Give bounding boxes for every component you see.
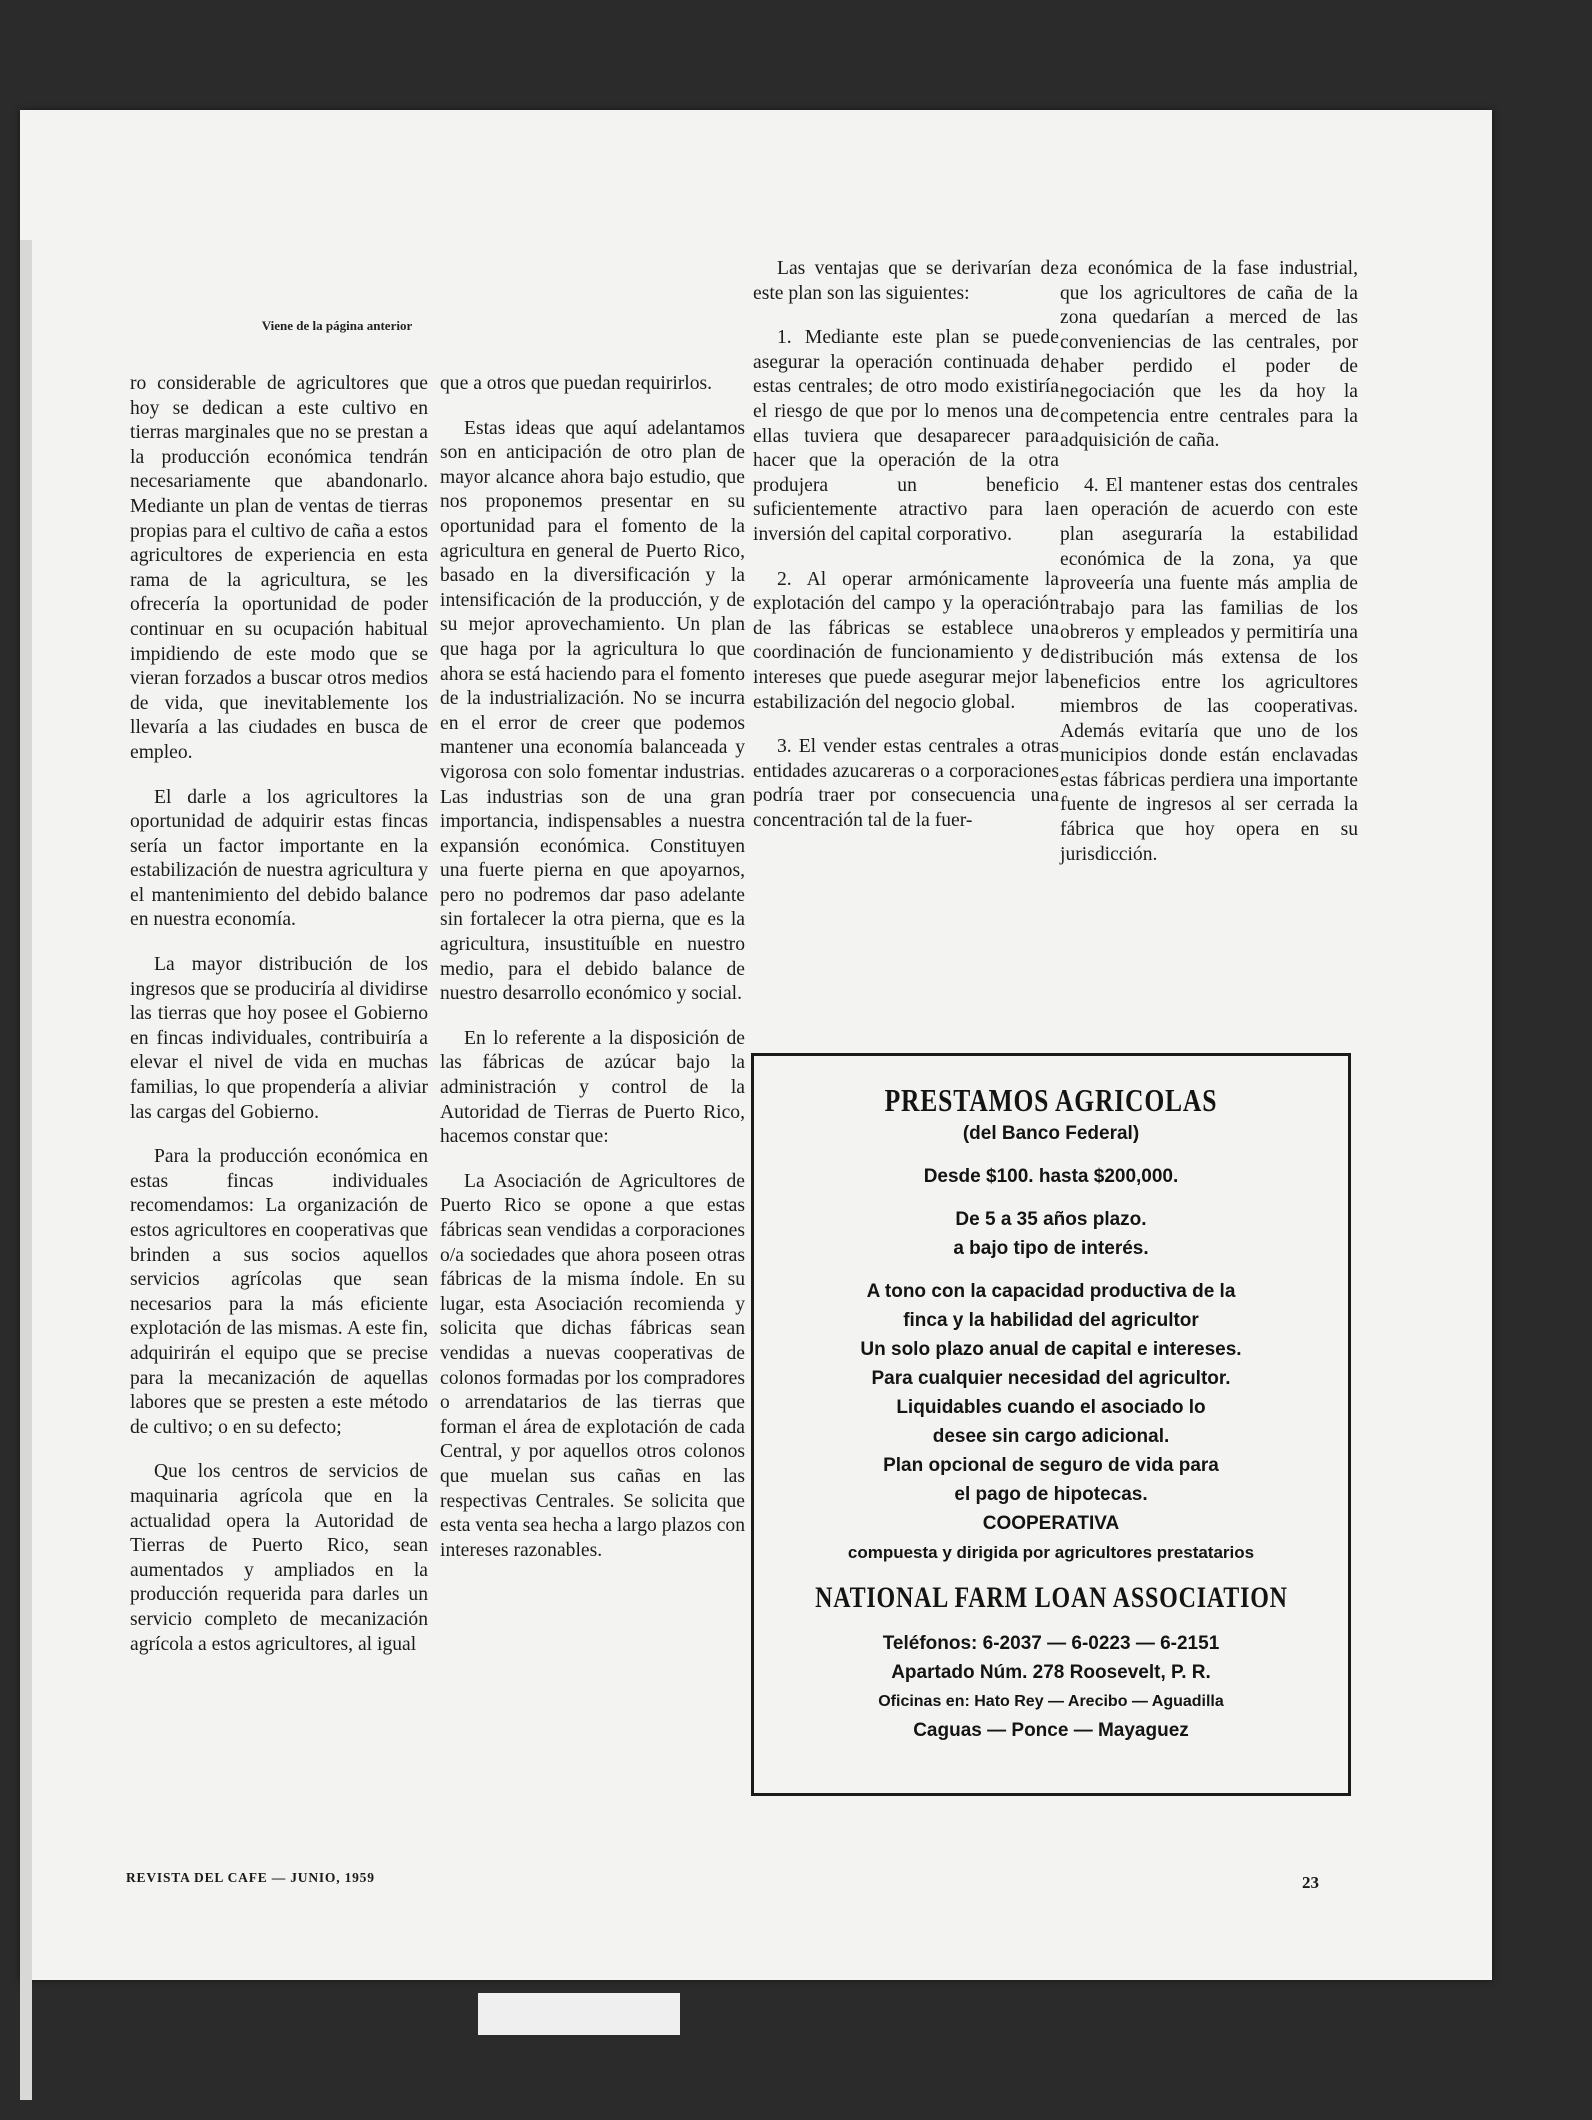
page-number: 23 [1302, 1873, 1319, 1892]
ad-coop-description: compuesta y dirigida por agricultores prestatarios [847, 1543, 1255, 1562]
ad-feature: A tono con la capacidad productiva de la [866, 1281, 1236, 1302]
text-column-1 [130, 372, 428, 1677]
ad-title: PRESTAMOS AGRICOLAS [884, 1082, 1218, 1118]
paragraph: El darle a los agricultores la oportunidad de adquirir estas fincas sería un factor importante en la estabilización de nuestra agricultura y el mantenimiento del debido balance en nuestra economía. [130, 786, 428, 931]
ad-feature: Plan opcional de seguro de vida para [883, 1455, 1219, 1476]
paragraph: 2. Al operar armónicamente la explotación del campo y la operación de las fábricas se establece una coordinación de funcionamiento y de intereses que puede asegurar mejor la estabilización del negocio global. [753, 568, 1059, 713]
text-column-4 [1060, 257, 1358, 887]
paragraph: Estas ideas que aquí adelantamos son en anticipación de otro plan de mayor alcance ahora bajo estudio, que nos proponemos presentar en su oportunidad para el fomento de la agricultura en general de Puerto Rico, basado en la diversificación y la intensificación de la producción, y de su mejor aprovechamiento. Un plan que haga por la agricultura lo que ahora se está haciendo para el fomento de la industrialización. No se incurra en el error de creer que podemos mantener una economía balanceada y vigorosa con solo fomentar industrias. Las industrias son de una gran importancia, indispensables a nuestra expansión económica. Constituyen una fuerte pierna en que apoyarnos, pero no podremos dar paso adelante sin fortalecer la otra pierna, que es la agricultura, insustituíble en nuestro medio, para el debido balance de nuestro desarrollo económico y social. [440, 417, 745, 1005]
ad-offices: Oficinas en: Hato Rey — Arecibo — Aguadilla [878, 1693, 1224, 1710]
paragraph: En lo referente a la disposición de las fábricas de azúcar bajo la administración y control de la Autoridad de Tierras de Puerto Rico, hacemos constar que: [440, 1027, 745, 1148]
publication-footer: REVISTA DEL CAFE — JUNIO, 1959 [126, 1870, 375, 1885]
continued-from-label: Viene de la página anterior [261, 318, 413, 333]
text-column-3 [753, 257, 1059, 853]
paragraph: za económica de la fase industrial, que los agricultores de caña de la zona quedarían a merced de las conveniencias de las centrales, por haber perdido el poder de negociación que les da hoy la competencia entre centrales para la adquisición de caña. [1060, 258, 1358, 452]
paragraph: Para la producción económica en estas fincas individuales recomendamos: La organización de estos agricultores en cooperativas que brinden a sus socios aquellos servicios agrícolas que sean necesarios para la más eficiente explotación de las mismas. A este fin, adquirirán el equipo que se precise para la mecanización de aquellas labores que se presten a este método de cultivo; o en su defecto; [130, 1146, 428, 1438]
paragraph: que a otros que puedan requirirlos. [440, 373, 713, 394]
ad-phones: Teléfonos: 6-2037 — 6-0223 — 6-2151 [882, 1633, 1220, 1654]
paragraph: 1. Mediante este plan se puede asegurar la operación continuada de estas centrales; de otro modo existiría el riesgo de que por lo menos una de ellas tuviera que desaparecer para hacer que la operación de la otra produjera un beneficio suficientemente atractivo para la inversión del capital corporativo. [753, 327, 1059, 545]
ad-feature: Liquidables cuando el asociado lo [896, 1397, 1206, 1418]
ad-feature: el pago de hipotecas. [954, 1484, 1148, 1505]
ad-term: De 5 a 35 años plazo. [955, 1209, 1147, 1230]
paragraph: Que los centros de servicios de maquinaria agrícola que en la actualidad opera la Autoridad de Tierras de Puerto Rico, sean aumentados y ampliados en la producción requerida para darles un servicio completo de mecanización agrícola a estos agricultores, al igual [130, 1461, 428, 1655]
paragraph: 4. El mantener estas dos centrales en operación de acuerdo con este plan aseguraría la estabilidad económica de la zona, ya que proveería una fuente más amplia de trabajo para las familias de los obreros y empleados y permitiría una distribución más extensa de los beneficios entre los agricultores miembros de las cooperativas. Además evitaría que uno de los municipios donde están enclavadas estas fábricas perdiera una importante fuente de ingresos al ser cerrada la fábrica que hoy opera en su jurisdicción. [1060, 474, 1358, 865]
page-spine [20, 240, 32, 2100]
ad-feature: Un solo plazo anual de capital e intereses. [860, 1339, 1242, 1360]
ad-association-name: NATIONAL FARM LOAN ASSOCIATION [814, 1581, 1288, 1614]
ad-feature: finca y la habilidad del agricultor [903, 1310, 1199, 1331]
scan-label-strip [478, 1993, 680, 2035]
magazine-page [20, 110, 1492, 1980]
paragraph: 3. El vender estas centrales a otras entidades azucareras o a corporaciones podría traer por consecuencia una concentración tal de la fuer- [753, 736, 1059, 831]
text-column-2 [440, 372, 745, 1583]
paragraph: Las ventajas que se derivarían de este plan son las siguientes: [753, 258, 1059, 304]
paragraph: La mayor distribución de los ingresos que se produciría al dividirse las tierras que hoy posee el Gobierno en fincas individuales, contribuiría a elevar el nivel de vida en muchas familias, lo que propendería a aliviar las cargas del Gobierno. [130, 954, 428, 1123]
ad-subtitle: (del Banco Federal) [962, 1123, 1140, 1144]
loan-advertisement [751, 1053, 1351, 1796]
ad-offices: Caguas — Ponce — Mayaguez [913, 1720, 1189, 1741]
ad-amount: Desde $100. hasta $200,000. [923, 1166, 1179, 1187]
ad-coop-label: COOPERATIVA [982, 1513, 1120, 1534]
paragraph: ro considerable de agricultores que hoy se dedican a este cultivo en tierras marginales que no se prestan a la producción económica tendrán necesariamente que abandonarlo. Mediante un plan de ventas de tierras propias para el cultivo de caña a estos agricultores de experiencia en esta rama de la agricultura, se les ofrecería la oportunidad de poder continuar en su ocupación habitual impidiendo de este modo que se vieran forzados a buscar otros medios de vida, que inevitablemente los llevaría a las ciudades en busca de empleo. [130, 373, 428, 763]
ad-rate: a bajo tipo de interés. [953, 1238, 1149, 1259]
ad-feature: desee sin cargo adicional. [932, 1426, 1170, 1447]
paragraph: La Asociación de Agricultores de Puerto Rico se opone a que estas fábricas sean vendidas a corporaciones o/a sociedades que ahora poseen otras fábricas de la misma índole. En su lugar, esta Asociación recomienda y solicita que dichas fábricas sean vendidas a nuevas cooperativas de colonos formadas por los compradores o arrendatarios de las tierras que forman el área de explotación de cada Central, y por aquellos otros colonos que muelan sus cañas en las respectivas Centrales. Se solicita que esta venta sea hecha a largo plazos con intereses razonables. [440, 1170, 745, 1561]
ad-address: Apartado Núm. 278 Roosevelt, P. R. [891, 1662, 1211, 1683]
ad-feature: Para cualquier necesidad del agricultor. [871, 1368, 1231, 1389]
